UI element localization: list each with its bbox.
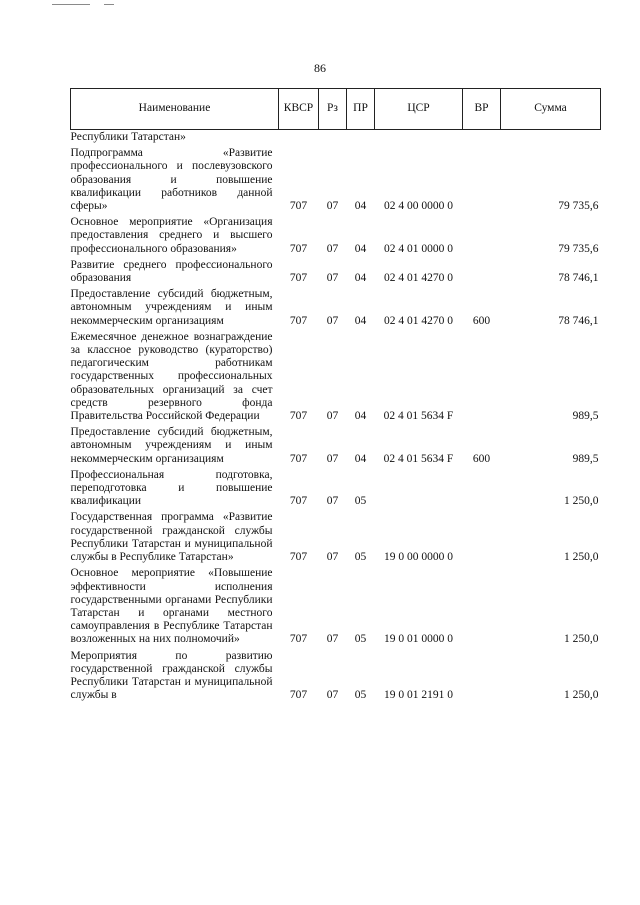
- row-name: Основное мероприятие «Организация предоставления среднего и высшего профессионального образования»: [70, 216, 273, 255]
- row-csr: 02 4 01 4270 0: [384, 314, 453, 327]
- row-vr: [463, 130, 501, 148]
- column-header-sum: Сумма: [501, 89, 601, 130]
- row-kvsr: 707: [289, 410, 308, 423]
- row-vr: [463, 147, 501, 216]
- table-row: [71, 216, 601, 259]
- row-pr: 04: [354, 314, 367, 327]
- column-header-vr: ВР: [463, 89, 501, 130]
- row-pr: 04: [354, 410, 367, 423]
- row-name: Ежемесячное денежное вознаграждение за классное руководство (кураторство) педагогическим работникам государственных профессиональных образовательных организаций за счет средств резервного фонда Правительства Российской Федерации: [70, 330, 273, 423]
- row-vr: [463, 650, 501, 706]
- table-row: [71, 147, 601, 216]
- row-csr: 02 4 01 4270 0: [384, 272, 453, 285]
- row-kvsr: [279, 130, 319, 148]
- row-csr: 19 0 00 0000 0: [384, 551, 453, 564]
- row-kvsr: 707: [289, 200, 308, 213]
- row-kvsr: 707: [289, 495, 308, 508]
- row-vr: [463, 259, 501, 288]
- table-row: [71, 259, 601, 288]
- row-sum: 989,5: [572, 452, 599, 465]
- row-csr: [375, 130, 463, 148]
- row-rz: 07: [326, 314, 339, 327]
- scan-mark-dash: [104, 4, 114, 5]
- row-rz: 07: [326, 272, 339, 285]
- row-kvsr: 707: [289, 551, 308, 564]
- column-header-csr: ЦСР: [375, 89, 463, 130]
- row-pr: 05: [354, 689, 367, 702]
- column-header-name: Наименование: [71, 89, 279, 130]
- table-row: [71, 469, 601, 512]
- row-name: Профессиональная подготовка, переподготовка и повышение квалификации: [70, 468, 273, 508]
- row-pr: 04: [354, 200, 367, 213]
- table-row: [71, 331, 601, 426]
- row-name: Основное мероприятие «Повышение эффективности исполнения государственными органами Республики Татарстан и органами местного самоуправления в Республике Татарстан возложенных на них полномочий»: [70, 567, 273, 646]
- scan-mark-line: [52, 4, 90, 5]
- row-sum: 1 250,0: [564, 689, 599, 702]
- row-rz: 07: [326, 633, 339, 646]
- row-sum: 1 250,0: [564, 495, 599, 508]
- row-name: Республики Татарстан»: [70, 131, 186, 143]
- row-pr: 05: [354, 495, 367, 508]
- row-pr: 04: [354, 242, 367, 255]
- row-rz: 07: [326, 410, 339, 423]
- table-row: [71, 511, 601, 567]
- row-rz: 07: [326, 242, 339, 255]
- table-row: [71, 567, 601, 649]
- row-vr: [463, 331, 501, 426]
- row-vr: [463, 469, 501, 512]
- row-vr: 600: [472, 314, 491, 327]
- row-sum: 79 735,6: [558, 242, 599, 255]
- row-sum: 1 250,0: [564, 633, 599, 646]
- row-rz: 07: [326, 551, 339, 564]
- row-csr: 19 0 01 0000 0: [384, 633, 453, 646]
- row-csr: 02 4 01 5634 F: [383, 452, 454, 465]
- row-pr: 05: [354, 551, 367, 564]
- row-rz: 07: [326, 495, 339, 508]
- row-name: Предоставление субсидий бюджетным, автономным учреждениям и иным некоммерческим организациям: [70, 288, 273, 327]
- row-vr: 600: [472, 452, 491, 465]
- column-header-rz: Рз: [319, 89, 347, 130]
- column-header-pr: ПР: [347, 89, 375, 130]
- row-name: Мероприятия по развитию государственной гражданской службы Республики Татарстан и муниципальной службы в: [70, 649, 273, 702]
- row-kvsr: 707: [289, 452, 308, 465]
- row-sum: 989,5: [572, 410, 599, 423]
- row-rz: [319, 130, 347, 148]
- row-rz: 07: [326, 452, 339, 465]
- row-vr: [463, 216, 501, 259]
- row-kvsr: 707: [289, 633, 308, 646]
- budget-table: [70, 88, 601, 705]
- row-vr: [463, 567, 501, 649]
- row-csr: 02 4 00 0000 0: [384, 200, 453, 213]
- row-sum: 78 746,1: [558, 272, 599, 285]
- row-rz: 07: [326, 689, 339, 702]
- row-vr: [463, 511, 501, 567]
- row-name: Развитие среднего профессионального образования: [70, 258, 273, 285]
- row-sum: [501, 130, 601, 148]
- row-rz: 07: [326, 200, 339, 213]
- table-row: [71, 650, 601, 706]
- row-name: Государственная программа «Развитие государственной гражданской службы Республики Татарстан и муниципальной службы в Республике Татарстан»: [70, 511, 273, 564]
- row-pr: 04: [354, 452, 367, 465]
- row-sum: 1 250,0: [564, 551, 599, 564]
- row-kvsr: 707: [289, 242, 308, 255]
- table-header-row: [71, 89, 601, 130]
- page-number: 86: [314, 61, 326, 75]
- row-name: Подпрограмма «Развитие профессионального и послевузовского образования и повышение квалификации работников данной сферы»: [70, 147, 273, 213]
- table-row: [71, 130, 601, 148]
- row-sum: 79 735,6: [558, 200, 599, 213]
- row-csr: 02 4 01 5634 F: [383, 410, 454, 423]
- row-name: Предоставление субсидий бюджетным, автономным учреждениям и иным некоммерческим организациям: [70, 426, 273, 465]
- row-csr: 19 0 01 2191 0: [384, 689, 453, 702]
- table-row: [71, 426, 601, 469]
- row-csr: 02 4 01 0000 0: [384, 242, 453, 255]
- row-pr: 05: [354, 633, 367, 646]
- row-csr: [375, 469, 463, 512]
- row-kvsr: 707: [289, 314, 308, 327]
- row-kvsr: 707: [289, 272, 308, 285]
- row-pr: 04: [354, 272, 367, 285]
- row-sum: 78 746,1: [558, 314, 599, 327]
- row-pr: [347, 130, 375, 148]
- table-row: [71, 288, 601, 331]
- column-header-kvsr: КВСР: [279, 89, 319, 130]
- row-kvsr: 707: [289, 689, 308, 702]
